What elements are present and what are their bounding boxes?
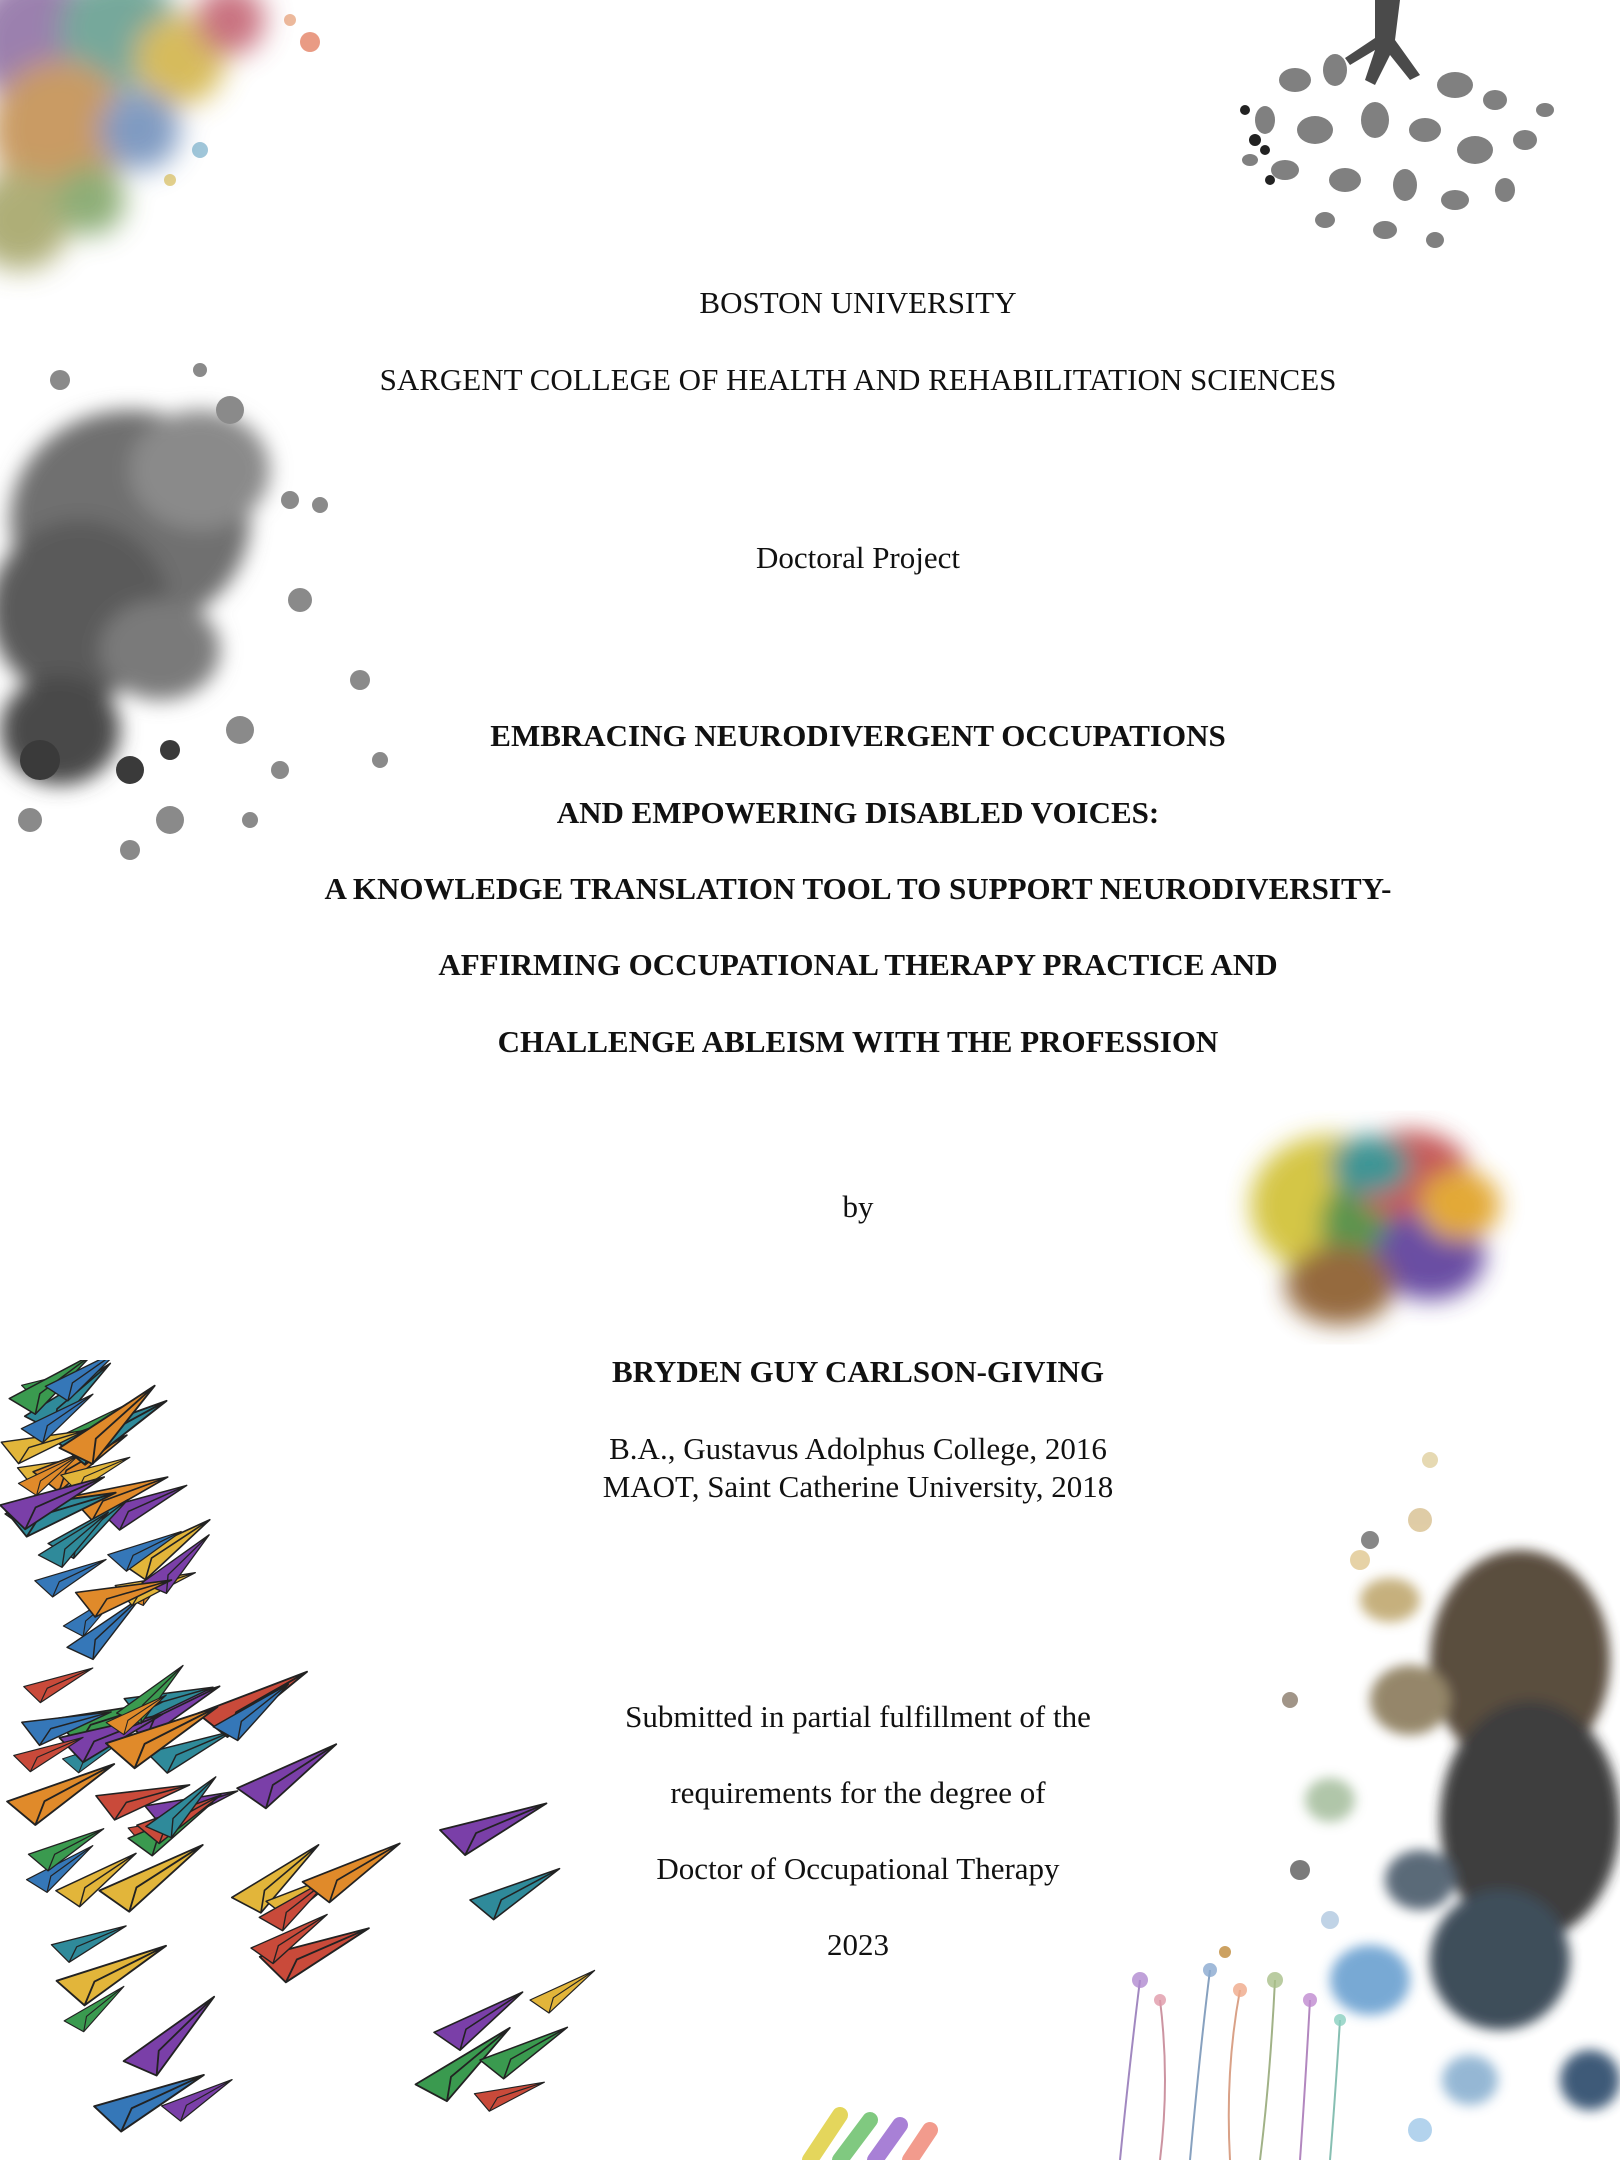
degree-1: B.A., Gustavus Adolphus College, 2016 — [609, 1431, 1107, 1466]
college-name: SARGENT COLLEGE OF HEALTH AND REHABILITATION SCIENCES — [379, 362, 1337, 397]
submission-year: 2023 — [827, 1927, 889, 1962]
title-line-1: EMBRACING NEURODIVERGENT OCCUPATIONS — [490, 718, 1226, 753]
submission-line-2: requirements for the degree of — [670, 1775, 1046, 1810]
submission-line-1: Submitted in partial fulfillment of the — [625, 1699, 1091, 1734]
title-line-4: AFFIRMING OCCUPATIONAL THERAPY PRACTICE AND — [438, 947, 1278, 982]
wildflowers-sketch — [1100, 1940, 1360, 2160]
author-name: BRYDEN GUY CARLSON-GIVING — [611, 1354, 1105, 1389]
title-line-5: CHALLENGE ABLEISM WITH THE PROFESSION — [497, 1024, 1219, 1059]
animal-footprints-tree — [1225, 0, 1585, 275]
university-name: BOSTON UNIVERSITY — [699, 285, 1017, 320]
degree-2: MAOT, Saint Catherine University, 2018 — [602, 1469, 1114, 1504]
title-line-2: AND EMPOWERING DISABLED VOICES: — [556, 795, 1160, 830]
by-label: by — [842, 1189, 874, 1224]
document-type: Doctoral Project — [755, 540, 960, 575]
colored-brush-strokes — [780, 2105, 1000, 2160]
submission-line-3: Doctor of Occupational Therapy — [656, 1851, 1060, 1886]
title-line-3: A KNOWLEDGE TRANSLATION TOOL TO SUPPORT NEURODIVERSITY- — [324, 871, 1392, 906]
rainbow-watercolor-blob — [1220, 1075, 1550, 1385]
rainbow-watercolor-splash — [0, 0, 360, 300]
